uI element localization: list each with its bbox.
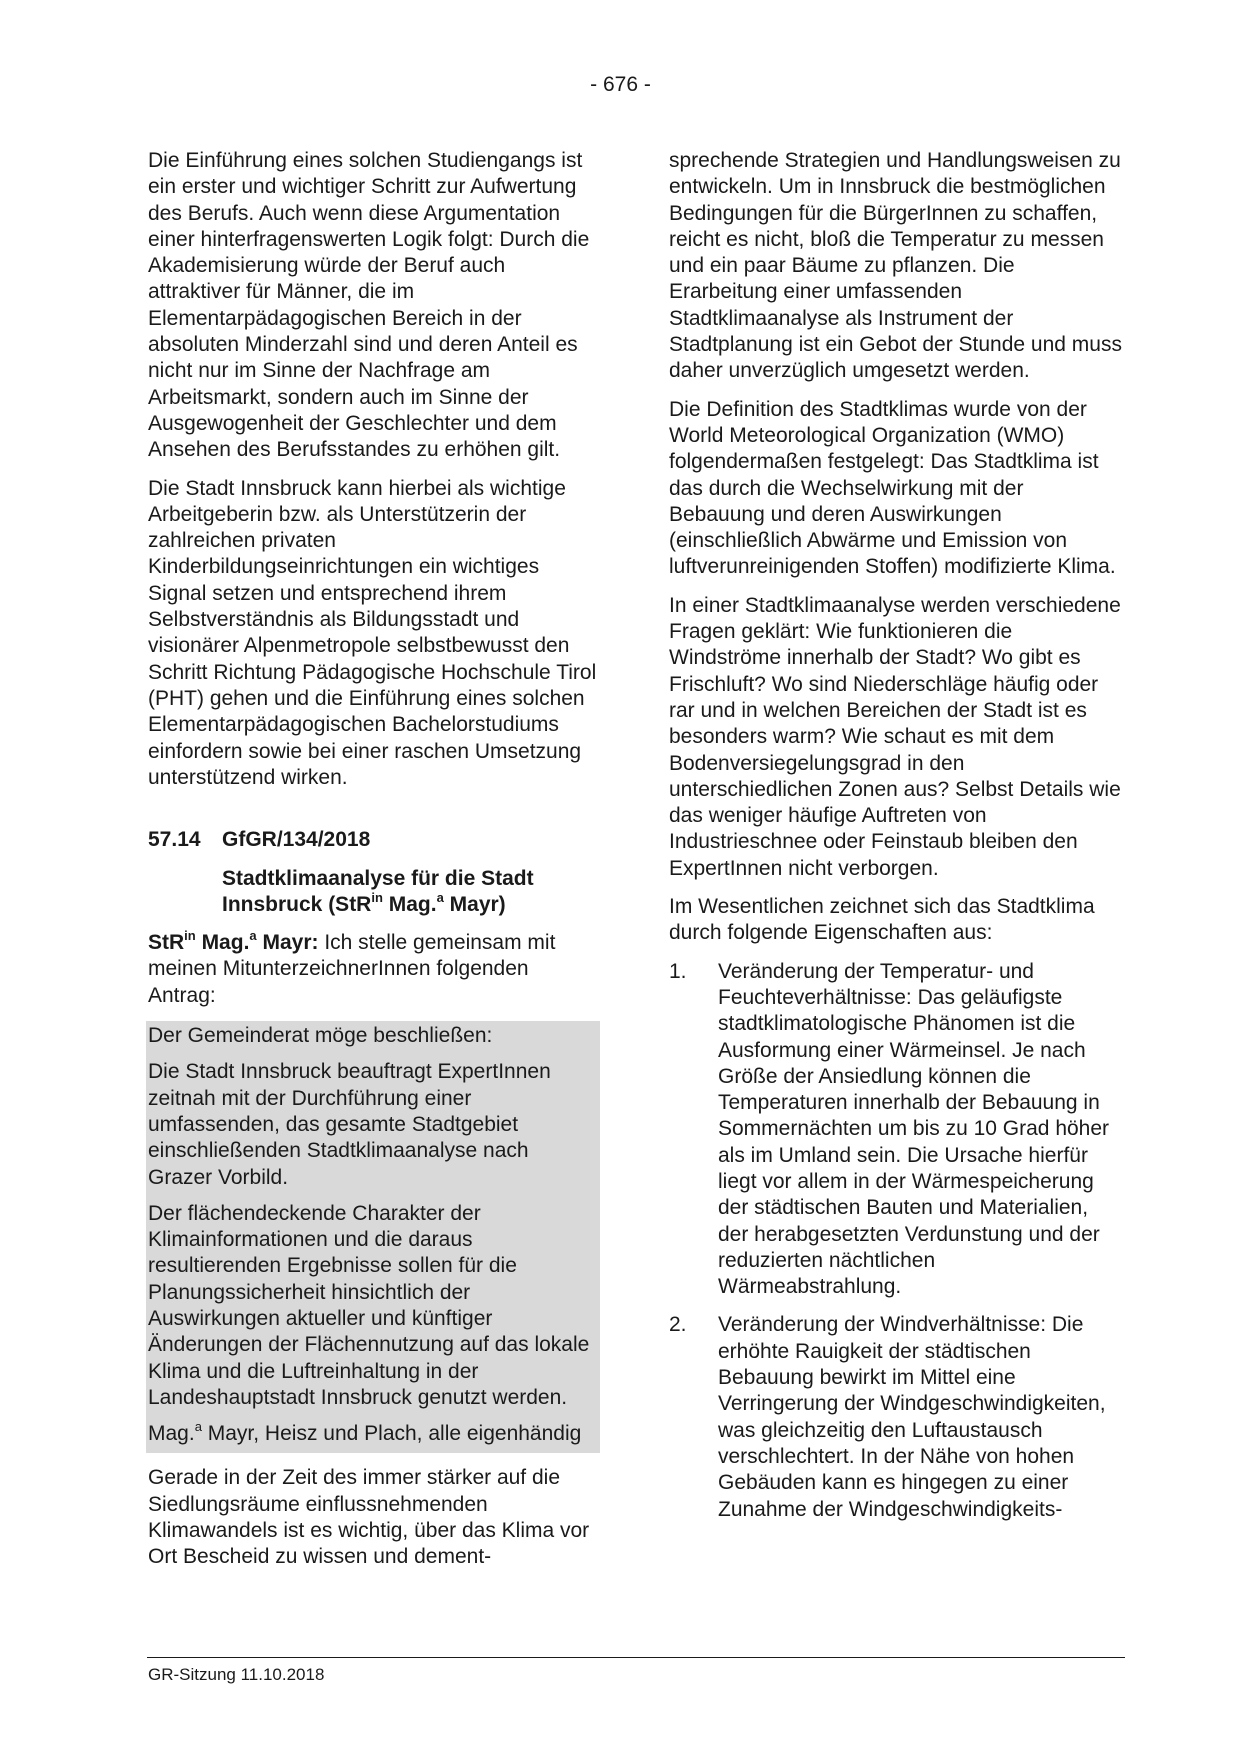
section-number: 57.14 bbox=[148, 828, 201, 852]
section-code: GfGR/134/2018 bbox=[222, 828, 371, 852]
subheading-text: Mag. bbox=[382, 893, 437, 917]
motion-intro: Der Gemeinderat möge beschließen: bbox=[148, 1024, 493, 1048]
list-item bbox=[669, 1312, 1124, 1522]
paragraph: sprechende Strategien und Handlungsweisen zu entwickeln. Um in Innsbruck die bestmöglichen Bedingungen für die BürgerInnen zu schaffen, reicht es nicht, bloß die Temperatur zu messen und ein paar Bäume zu pflanzen. Die Erarbeitung einer umfassenden Stadtklimaanalyse als Instrument der Stadtplanung ist ein Gebot der Stunde und muss daher unverzüglich umgesetzt werden. bbox=[669, 149, 1122, 383]
subheading-sup: a bbox=[436, 890, 444, 906]
subheading-text: Stadtklimaanalyse für die Stadt Innsbruck (StR bbox=[222, 867, 534, 917]
footer-divider bbox=[147, 1657, 1125, 1658]
speaker-name-part: Mayr: bbox=[256, 931, 319, 955]
list-item-number: 2. bbox=[669, 1313, 687, 1337]
speaker-name-part: Mag. bbox=[195, 931, 250, 955]
list-item-text: Veränderung der Windverhältnisse: Die erhöhte Rauigkeit der städtischen Bebauung bewirkt im Mittel eine Verringerung der Windgeschwindigkeiten, was gleichzeitig den Luftaustausch verschlechtert. In der Nähe von hohen Gebäuden kann es hingegen zu einer Zunahme der Windgeschwindigkeits- bbox=[718, 1313, 1106, 1521]
left-column bbox=[148, 148, 600, 1583]
section-heading bbox=[148, 827, 600, 853]
paragraph: Die Definition des Stadtklimas wurde von der World Meteorological Organization (WMO) folgendermaßen festgelegt: Das Stadtklima ist das durch die Wechselwirkung mit der Bebauung und deren Auswirkungen (einschließlich Abwärme und Emission von luftverunreinigenden Stoffen) modifizierte Klima. bbox=[669, 397, 1116, 579]
paragraph: Die Einführung eines solchen Studiengangs ist ein erster und wichtiger Schritt zur Aufwertung des Berufs. Auch wenn diese Argumentation einer hinterfragenswerten Logik folgt: Durch die Akademisierung würde der Beruf auch attraktiver für Männer, die im Elementarpädagogischen Bereich in der absoluten Minderzahl sind und deren Anteil es nicht nur im Sinne der Nachfrage am Arbeitsmarkt, sondern auch im Sinne der Ausgewogenheit der Geschlechter und dem Ansehen des Berufsstandes zu erhöhen gilt. bbox=[148, 149, 590, 462]
speaker-name-part: StR bbox=[148, 931, 185, 955]
paragraph: Gerade in der Zeit des immer stärker auf die Siedlungsräume einflussnehmenden Klimawandels ist es wichtig, über das Klima vor Ort Bescheid zu wissen und dement- bbox=[148, 1466, 590, 1569]
section-subheading bbox=[222, 866, 600, 918]
motion-box bbox=[146, 1021, 600, 1453]
speaker-sup: a bbox=[249, 928, 257, 944]
paragraph: Die Stadt Innsbruck kann hierbei als wichtige Arbeitgeberin bzw. als Unterstützerin der zahlreichen privaten Kinderbildungseinrichtungen ein wichtiges Signal setzen und entsprechend ihrem Selbstverständnis als Bildungsstadt und visionärer Alpenmetropole selbstbewusst den Schritt Richtung Pädagogische Hochschule Tirol (PHT) gehen und die Einführung eines solchen Elementarpädagogischen Bachelorstudiums einfordern sowie bei einer raschen Umsetzung unterstützend wirken. bbox=[148, 476, 597, 789]
paragraph: In einer Stadtklimaanalyse werden verschiedene Fragen geklärt: Wie funktionieren die Windströme innerhalb der Stadt? Wo gibt es Frischluft? Wo sind Niederschläge häufig oder rar und in welchen Bereichen der Stadt ist es besonders warm? Wie schaut es mit dem Bodenversiegelungsgrad in den unterschiedlichen Zonen aus? Selbst Details wie das weniger häufige Auftreten von Industrieschnee oder Feinstaub bleiben den ExpertInnen nicht verborgen. bbox=[669, 593, 1121, 880]
paragraph: Im Wesentlichen zeichnet sich das Stadtklima durch folgende Eigenschaften aus: bbox=[669, 895, 1095, 945]
page-number: - 676 - bbox=[590, 73, 651, 96]
list-item bbox=[669, 959, 1124, 1301]
motion-paragraph: Der flächendeckende Charakter der Klimainformationen und die daraus resultierenden Ergebnisse sollen für die Planungssicherheit hinsichtlich der Auswirkungen aktueller und künftiger Änderungen der Flächennutzung auf das lokale Klima und die Luftreinhaltung in der Landeshauptstadt Innsbruck genutzt werden. bbox=[148, 1201, 590, 1409]
list-item-number: 1. bbox=[669, 959, 687, 983]
subheading-text: Mayr) bbox=[443, 893, 506, 917]
speaker-sup: in bbox=[184, 928, 196, 944]
motion-paragraph: Die Stadt Innsbruck beauftragt ExpertInnen zeitnah mit der Durchführung einer umfassenden, das gesamte Stadtgebiet einschließenden Stadtklimaanalyse nach Grazer Vorbild. bbox=[148, 1060, 551, 1189]
speaker-name bbox=[148, 928, 319, 955]
signatories-sup: a bbox=[194, 1419, 202, 1435]
subheading-sup: in bbox=[371, 890, 383, 906]
speaker-paragraph bbox=[148, 930, 600, 1009]
motion-signatories bbox=[148, 1421, 598, 1447]
speaker-text: Ich stelle gemeinsam mit meinen MitunterzeichnerInnen folgenden Antrag: bbox=[148, 931, 556, 1007]
right-column bbox=[669, 148, 1124, 1535]
signatories-text: Mayr, Heisz und Plach, alle eigenhändig bbox=[201, 1422, 582, 1446]
list-item-text: Veränderung der Temperatur- und Feuchteverhältnisse: Das geläufigste stadtklimatologische Phänomen ist die Ausformung einer Wärmeinsel. Je nach Größe der Ansiedlung können die Temperaturen innerhalb der Bebauung in Sommernächten um bis zu 10 Grad höher als im Umland sein. Die Ursache hierfür liegt vor allem in der Wärmespeicherung der städtischen Bauten und Materialien, der herabgesetzten Verdunstung und der reduzierten nächtlichen Wärmeabstrahlung. bbox=[718, 959, 1110, 1299]
footer-session-date: GR-Sitzung 11.10.2018 bbox=[148, 1665, 325, 1684]
signatories-text: Mag. bbox=[148, 1422, 195, 1446]
